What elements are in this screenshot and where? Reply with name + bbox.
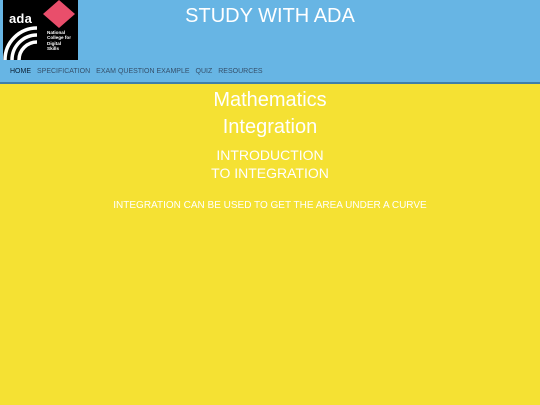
nav-item-home[interactable]: HOME [10,68,31,75]
logo-diamond [43,0,75,28]
nav-list [10,67,263,76]
logo-arc-inner [19,42,37,60]
nav-item-exam-question-example[interactable]: EXAM QUESTION EXAMPLE [96,68,190,75]
logo-subtitle-line: Digital [47,40,62,46]
logo-wordmark: ada [9,11,33,26]
nav-item-resources[interactable]: RESOURCES [218,68,263,75]
site-header [0,0,540,62]
ada-logo[interactable] [3,0,78,60]
topic-heading: Integration [222,116,318,138]
section-title-line: INTRODUCTION [216,147,324,163]
section-title-line: TO INTEGRATION [211,165,329,181]
logo-subtitle-line: National [47,30,66,35]
logo-subtitle-line: College for [47,35,71,41]
logo-subtitle-line: Skills [47,46,60,52]
nav-item-specification[interactable]: SPECIFICATION [37,68,91,75]
main-navigation [0,62,540,84]
section-title [0,146,540,182]
site-title: STUDY WITH ADA [185,5,355,27]
logo-subtitle [47,30,77,52]
nav-item-quiz[interactable]: QUIZ [195,68,213,75]
intro-text: INTEGRATION CAN BE USED TO GET THE AREA UNDER A CURVE [113,200,427,211]
subject-heading: Mathematics [213,89,327,111]
